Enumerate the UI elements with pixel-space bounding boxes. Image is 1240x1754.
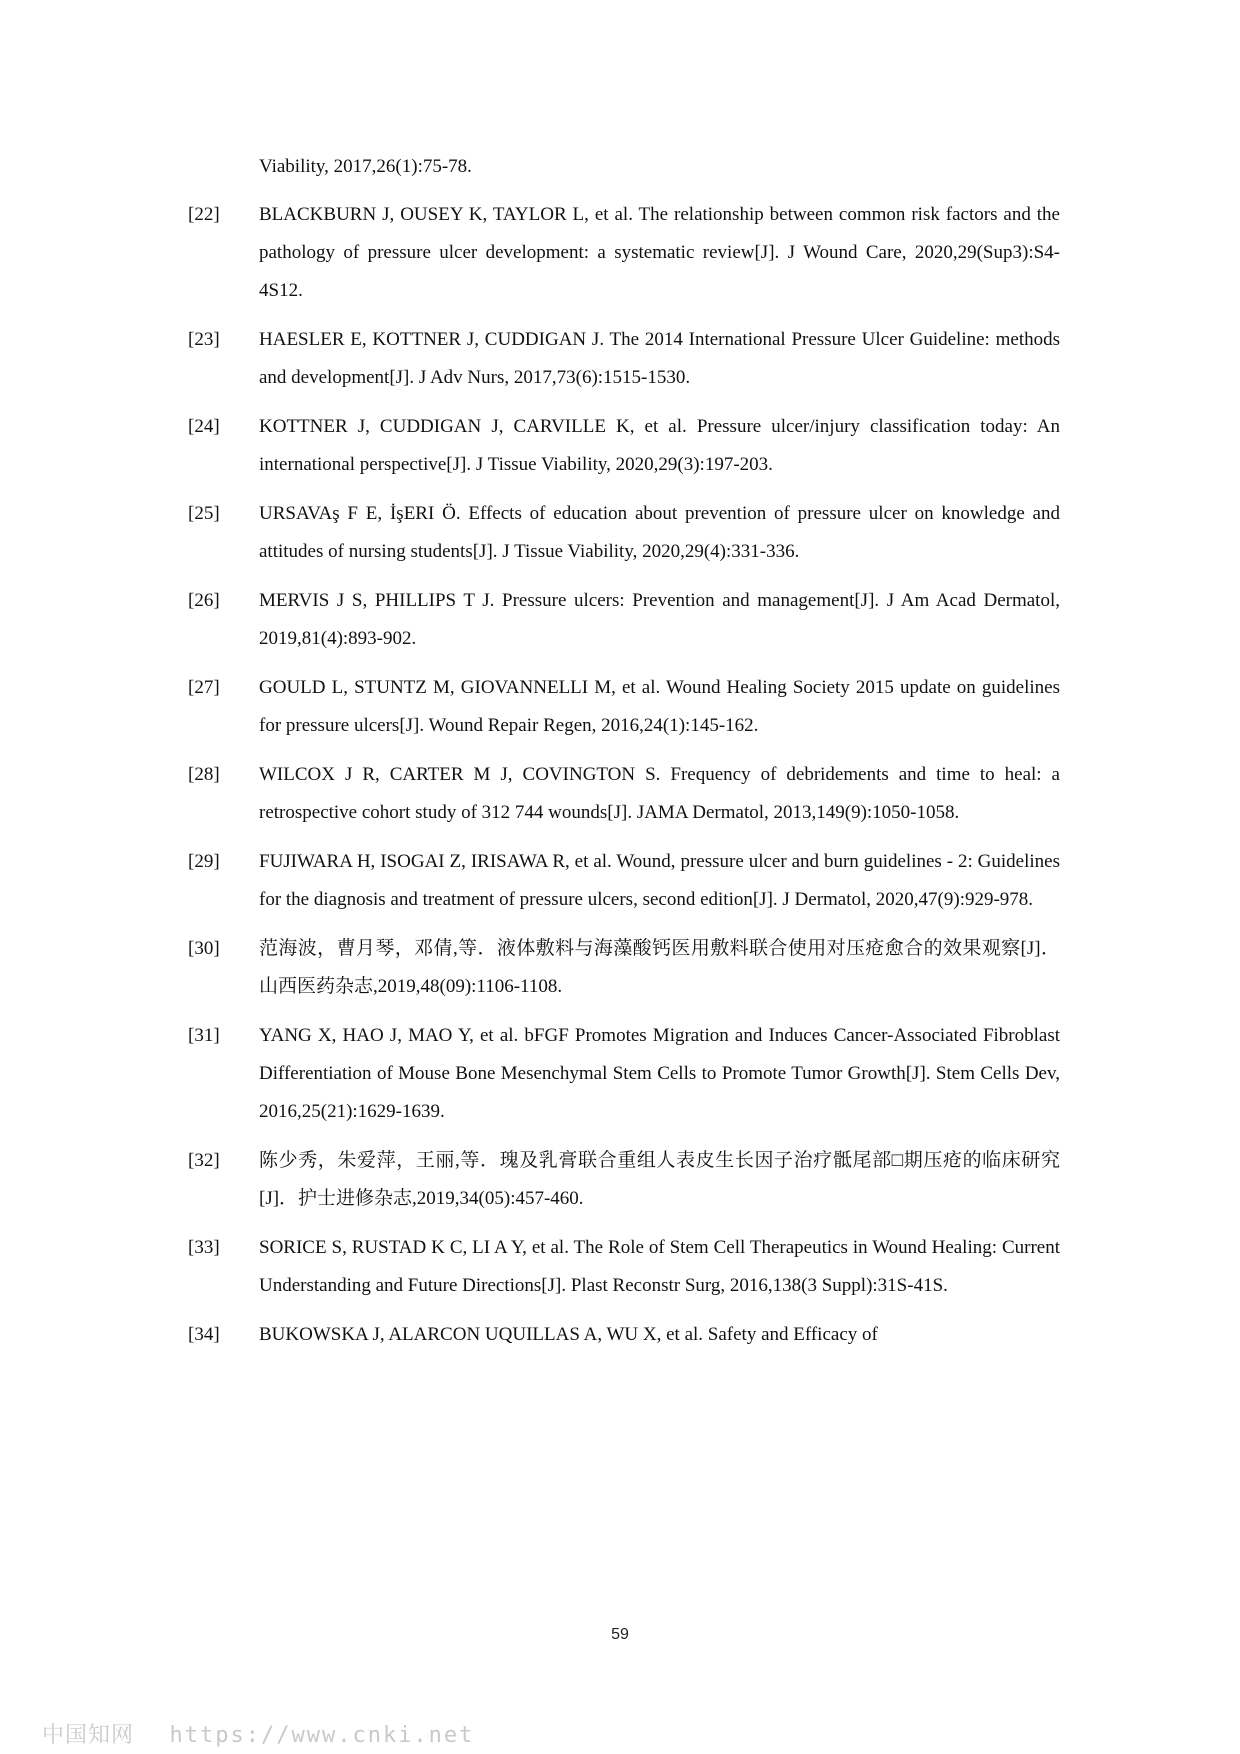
reference-item: [188, 843, 1060, 919]
reference-text: URSAVAş F E, İşERI Ö. Effects of education about prevention of pressure ulcer on knowledge and attitudes of nursing students[J]. J Tissue Viability, 2020,29(4):331-336.: [259, 503, 1060, 562]
reference-item: [188, 756, 1060, 832]
watermark-logo-text: 中国知网: [42, 1723, 135, 1748]
reference-number: [31]: [188, 1025, 220, 1046]
reference-number: [32]: [188, 1150, 220, 1171]
cnki-watermark: [42, 1718, 474, 1749]
reference-item: [188, 1017, 1060, 1131]
reference-text: KOTTNER J, CUDDIGAN J, CARVILLE K, et al. Pressure ulcer/injury classification today: An international perspective[J]. J Tissue Viability, 2020,29(3):197-203.: [259, 416, 1060, 475]
reference-number: [23]: [188, 329, 220, 350]
reference-item: [188, 495, 1060, 571]
reference-text: BLACKBURN J, OUSEY K, TAYLOR L, et al. The relationship between common risk factors and the pathology of pressure ulcer development: a systematic review[J]. J Wound Care, 2020,29(Sup3):S4-4S12.: [259, 204, 1060, 301]
reference-item: [188, 1316, 1060, 1354]
reference-number: [26]: [188, 590, 220, 611]
reference-text: MERVIS J S, PHILLIPS T J. Pressure ulcers: Prevention and management[J]. J Am Acad Dermatol, 2019,81(4):893-902.: [259, 590, 1060, 649]
watermark-url: https://www.cnki.net: [169, 1723, 475, 1748]
reference-number: [24]: [188, 416, 220, 437]
reference-item: [188, 1229, 1060, 1305]
reference-text: WILCOX J R, CARTER M J, COVINGTON S. Frequency of debridements and time to heal: a retrospective cohort study of 312 744 wounds[J]. JAMA Dermatol, 2013,149(9):1050-1058.: [259, 764, 1060, 823]
page-number: 59: [611, 1626, 629, 1643]
reference-text: 范海波，曹月琴，邓倩,等．液体敷料与海藻酸钙医用敷料联合使用对压疮愈合的效果观察[J]．山西医药杂志,2019,48(09):1106-1108.: [259, 938, 1060, 997]
reference-item: [188, 321, 1060, 397]
reference-text: FUJIWARA H, ISOGAI Z, IRISAWA R, et al. Wound, pressure ulcer and burn guidelines - 2: Guidelines for the diagnosis and treatment of pressure ulcers, second edition[J]. J Dermatol, 2020,47(9):929-978.: [259, 851, 1060, 910]
reference-number: [30]: [188, 938, 220, 959]
reference-continuation: Viability, 2017,26(1):75-78.: [259, 156, 472, 177]
reference-item: [188, 669, 1060, 745]
reference-item: [188, 408, 1060, 484]
reference-text: GOULD L, STUNTZ M, GIOVANNELLI M, et al. Wound Healing Society 2015 update on guidelines for pressure ulcers[J]. Wound Repair Regen, 2016,24(1):145-162.: [259, 677, 1060, 736]
reference-number: [28]: [188, 764, 220, 785]
reference-number: [27]: [188, 677, 220, 698]
reference-text: BUKOWSKA J, ALARCON UQUILLAS A, WU X, et al. Safety and Efficacy of: [259, 1324, 878, 1345]
reference-list: [188, 196, 1060, 1365]
reference-text: YANG X, HAO J, MAO Y, et al. bFGF Promotes Migration and Induces Cancer-Associated Fibroblast Differentiation of Mouse Bone Mesenchymal Stem Cells to Promote Tumor Growth[J]. Stem Cells Dev, 2016,25(21):1629-1639.: [259, 1025, 1060, 1122]
reference-text: 陈少秀，朱爱萍，王丽,等．瑰及乳膏联合重组人表皮生长因子治疗骶尾部□期压疮的临床研究[J]．护士进修杂志,2019,34(05):457-460.: [259, 1150, 1060, 1209]
reference-item: [188, 930, 1060, 1006]
reference-number: [29]: [188, 851, 220, 872]
reference-item: [188, 196, 1060, 310]
reference-text: SORICE S, RUSTAD K C, LI A Y, et al. The Role of Stem Cell Therapeutics in Wound Healing: Current Understanding and Future Directions[J]. Plast Reconstr Surg, 2016,138(3 Suppl):31S-41S.: [259, 1237, 1060, 1296]
reference-text: HAESLER E, KOTTNER J, CUDDIGAN J. The 2014 International Pressure Ulcer Guideline: methods and development[J]. J Adv Nurs, 2017,73(6):1515-1530.: [259, 329, 1060, 388]
reference-item: [188, 582, 1060, 658]
reference-number: [22]: [188, 204, 220, 225]
reference-number: [34]: [188, 1324, 220, 1345]
reference-number: [25]: [188, 503, 220, 524]
reference-number: [33]: [188, 1237, 220, 1258]
reference-item: [188, 1142, 1060, 1218]
